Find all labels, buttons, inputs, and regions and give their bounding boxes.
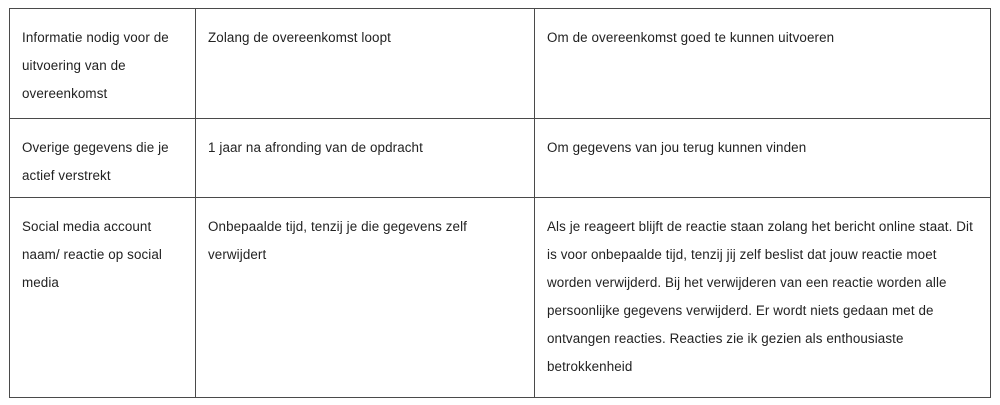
data-type-text: Overige gegevens die je actief verstrekt bbox=[22, 140, 169, 183]
retention-text: Onbepaalde tijd, tenzij je die gegevens zelf verwijdert bbox=[208, 219, 467, 262]
table-row bbox=[10, 9, 991, 119]
purpose-text: Om de overeenkomst goed te kunnen uitvoeren bbox=[547, 30, 835, 45]
retention-cell bbox=[196, 9, 535, 119]
data-type-text: Informatie nodig voor de uitvoering van de overeenkomst bbox=[22, 30, 169, 101]
retention-cell bbox=[196, 198, 535, 398]
table-row bbox=[10, 198, 991, 398]
purpose-text: Om gegevens van jou terug kunnen vinden bbox=[547, 140, 807, 155]
purpose-cell bbox=[535, 9, 991, 119]
data-type-cell bbox=[10, 198, 196, 398]
purpose-text: Als je reageert blijft de reactie staan zolang het bericht online staat. Dit is voor onbepaalde tijd, tenzij jij zelf beslist dat jouw reactie moet worden verwijderd. Bij het verwijderen van een reactie worden alle persoonlijke gegevens verwijderd. Er wordt niets gedaan met de ontvangen reacties. Reacties zie ik gezien als enthousiaste betrokkenheid bbox=[547, 219, 973, 374]
data-type-text: Social media account naam/ reactie op social media bbox=[22, 219, 162, 290]
data-retention-table bbox=[9, 8, 991, 398]
retention-text: Zolang de overeenkomst loopt bbox=[208, 30, 391, 45]
purpose-cell bbox=[535, 119, 991, 198]
table-row bbox=[10, 119, 991, 198]
data-type-cell bbox=[10, 119, 196, 198]
purpose-cell bbox=[535, 198, 991, 398]
retention-cell bbox=[196, 119, 535, 198]
data-type-cell bbox=[10, 9, 196, 119]
retention-text: 1 jaar na afronding van de opdracht bbox=[208, 140, 423, 155]
